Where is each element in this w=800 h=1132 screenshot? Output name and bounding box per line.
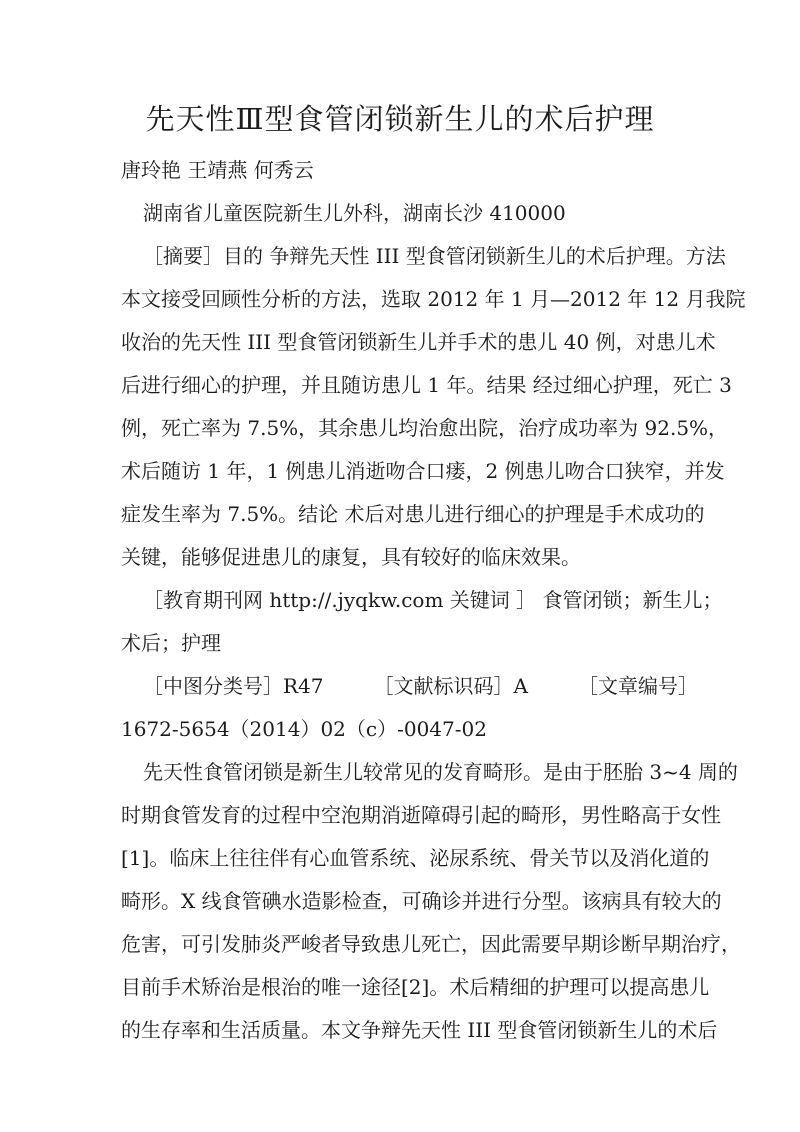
body-line: [1]。临床上往往伴有心血管系统、泌尿系统、骨关节以及消化道的 <box>121 846 710 870</box>
body-line: 危害，可引发肺炎严峻者导致患儿死亡，因此需要早期诊断早期治疗， <box>121 932 741 956</box>
author-line: 唐玲艳 王靖燕 何秀云 <box>121 158 314 182</box>
body-line: 目前手术矫治是根治的唯一途径[2]。术后精细的护理可以提高患儿 <box>121 975 710 999</box>
abstract-line: ［摘要］目的 争辩先天性 III 型食管闭锁新生儿的术后护理。方法 <box>143 244 726 268</box>
body-line: 的生存率和生活质量。本文争辩先天性 III 型食管闭锁新生儿的术后 <box>121 1018 718 1042</box>
body-line: 畸形。X 线食管碘水造影检查，可确诊并进行分型。该病具有较大的 <box>121 889 722 913</box>
body-line: 时期食管发育的过程中空泡期消逝障碍引起的畸形，男性略高于女性 <box>121 803 721 827</box>
abstract-line: 例，死亡率为 7.5%，其余患儿均治愈出院，治疗成功率为 92.5%， <box>121 416 729 440</box>
article-number-line: 1672-5654（2014）02（c）-0047-02 <box>121 717 487 741</box>
abstract-line: 本文接受回顾性分析的方法，选取 2012 年 1 月—2012 年 12 月我院 <box>121 287 746 311</box>
abstract-line: 症发生率为 7.5%。结论 术后对患儿进行细心的护理是手术成功的 <box>121 502 705 526</box>
abstract-line: 关键，能够促进患儿的康复，具有较好的临床效果。 <box>121 545 581 569</box>
abstract-line: 后进行细心的护理，并且随访患儿 1 年。结果 经过细心护理，死亡 3 <box>121 373 732 397</box>
keywords-line: 术后；护理 <box>121 631 221 655</box>
classification-line: ［中图分类号］R47 ［文献标识码］A ［文章编号］ <box>143 674 698 698</box>
document-title: 先天性Ⅲ型食管闭锁新生儿的术后护理 <box>145 102 655 136</box>
keywords-line: ［教育期刊网 http://.jyqkw.com 关键词 ］ 食管闭锁；新生儿； <box>143 588 723 612</box>
abstract-line: 收治的先天性 III 型食管闭锁新生儿并手术的患儿 40 例，对患儿术 <box>121 330 716 354</box>
abstract-line: 术后随访 1 年，1 例患儿消逝吻合口瘘，2 例患儿吻合口狭窄，并发 <box>121 459 725 483</box>
body-line: 先天性食管闭锁是新生儿较常见的发育畸形。是由于胚胎 3~4 周的 <box>143 760 738 784</box>
affiliation-line: 湖南省儿童医院新生儿外科，湖南长沙 410000 <box>143 201 566 225</box>
